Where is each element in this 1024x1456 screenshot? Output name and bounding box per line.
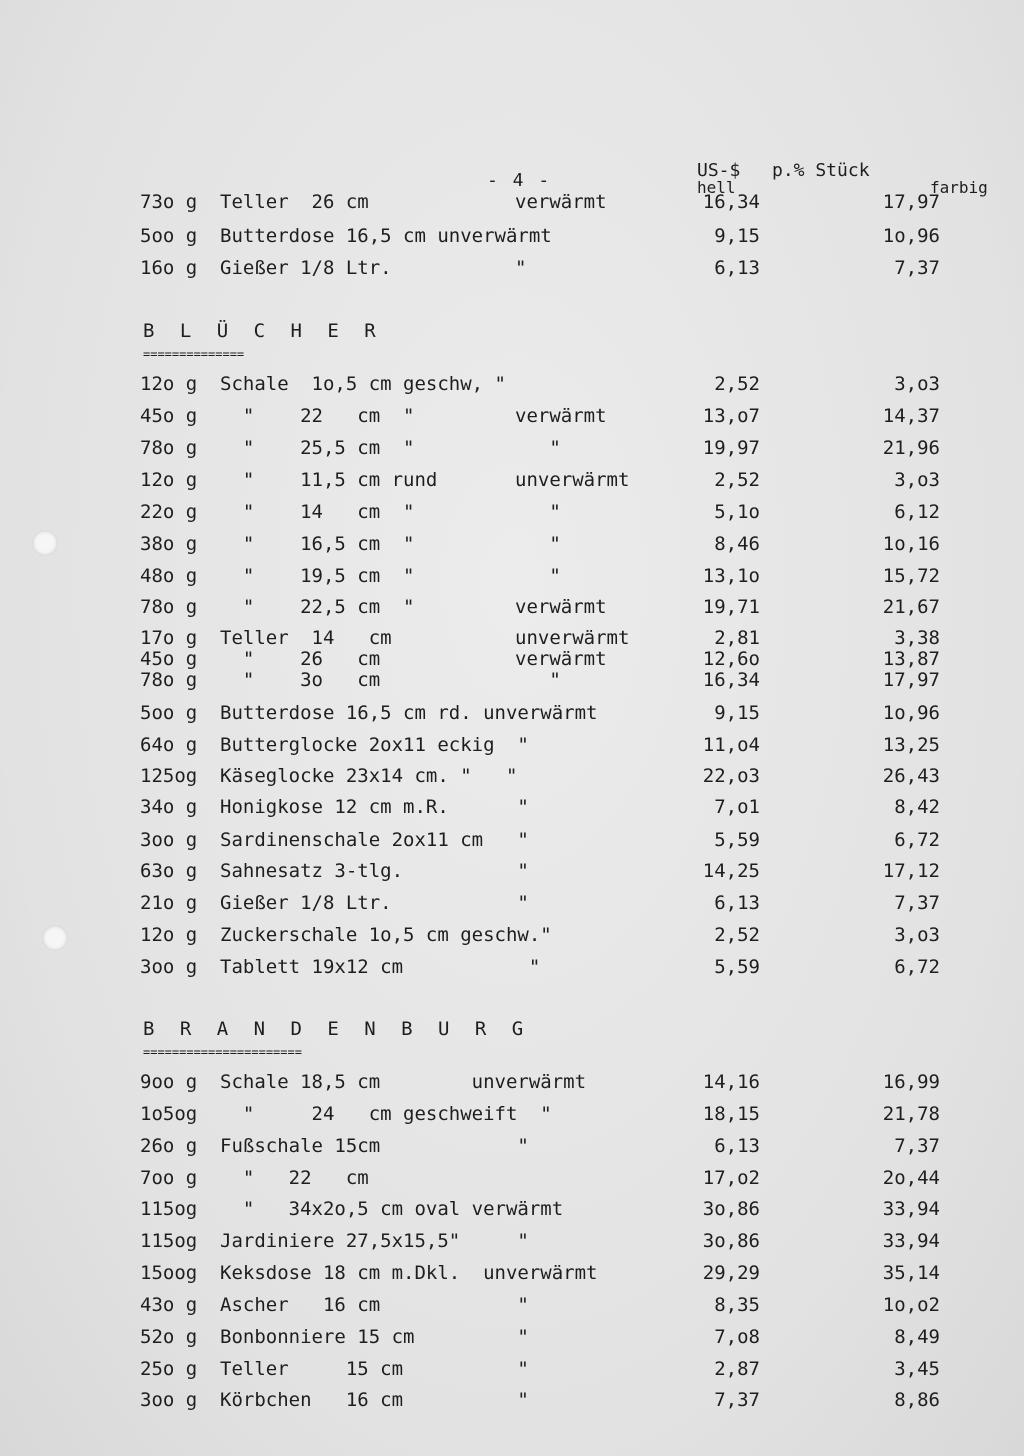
description-cell: " 11,5 cm rund [220,469,438,491]
price-light-cell: 13,o7 [702,405,760,427]
price-light-cell: 8,35 [714,1294,760,1316]
description-cell: Schale 1o,5 cm geschw, " [220,373,506,395]
price-light-cell: 18,15 [702,1103,760,1125]
weight-cell: 15oog [140,1262,198,1284]
price-light-cell: 9,15 [714,225,760,247]
weight-cell: 45o g [140,405,198,427]
price-row [140,792,970,822]
colored-header: farbig [930,178,988,197]
price-light-cell: 6,13 [714,1135,760,1157]
punch-hole [42,925,68,951]
price-colored-cell: 21,78 [882,1103,940,1125]
description-cell: Honigkose 12 cm m.R. " [220,796,529,818]
price-colored-cell: 13,25 [882,734,940,756]
price-row [140,1322,970,1352]
description-cell: Teller 14 cm [220,627,392,649]
price-colored-cell: 1o,16 [882,533,940,555]
page-number: - 4 - [487,170,552,191]
description-cell: " 26 cm [220,648,381,670]
description-cell: Butterglocke 2ox11 eckig " [220,734,529,756]
price-row [140,253,970,283]
description-cell: Gießer 1/8 Ltr. " [220,892,529,914]
price-colored-cell: 17,97 [882,669,940,691]
price-light-cell: 2,52 [714,373,760,395]
description-cell: Bonbonniere 15 cm " [220,1326,529,1348]
price-row [140,730,970,760]
qualifier-cell: verwärmt [515,648,607,670]
description-cell: Teller 26 cm [220,191,369,213]
section-underline: ====================== [143,1046,302,1058]
weight-cell: 78o g [140,437,198,459]
weight-cell: 64o g [140,734,198,756]
price-colored-cell: 3,o3 [894,373,940,395]
price-light-cell: 2,52 [714,924,760,946]
price-light-cell: 16,34 [702,669,760,691]
price-row [140,497,970,527]
qualifier-cell: unverwärmt [515,469,630,491]
price-colored-cell: 21,67 [882,596,940,618]
weight-cell: 12o g [140,924,198,946]
price-row [140,888,970,918]
weight-cell: 63o g [140,860,198,882]
price-light-cell: 3o,86 [702,1198,760,1220]
weight-cell: 25o g [140,1358,198,1380]
weight-cell: 115og [140,1198,198,1220]
price-colored-cell: 8,42 [894,796,940,818]
weight-cell: 38o g [140,533,198,555]
description-cell: Jardiniere 27,5x15,5" " [220,1230,529,1252]
weight-cell: 34o g [140,796,198,818]
weight-cell: 73o g [140,191,198,213]
price-colored-cell: 3,o3 [894,924,940,946]
price-light-cell: 19,71 [702,596,760,618]
price-colored-cell: 15,72 [882,565,940,587]
price-colored-cell: 6,72 [894,956,940,978]
price-row [140,649,970,670]
description-cell: " 25,5 cm " [220,437,415,459]
description-cell: " 22,5 cm " [220,596,415,618]
price-row [140,670,970,691]
price-row [140,1385,970,1415]
price-colored-cell: 7,37 [894,1135,940,1157]
weight-cell: 7oo g [140,1167,198,1189]
price-colored-cell: 33,94 [882,1230,940,1252]
section-underline: ============== [143,348,245,360]
price-colored-cell: 3,45 [894,1358,940,1380]
qualifier-cell: " [515,501,561,523]
description-cell: Zuckerschale 1o,5 cm geschw." [220,924,552,946]
price-colored-cell: 8,49 [894,1326,940,1348]
price-light-cell: 14,16 [702,1071,760,1093]
price-colored-cell: 3,o3 [894,469,940,491]
weight-cell: 45o g [140,648,198,670]
weight-cell: 12o g [140,373,198,395]
weight-cell: 125og [140,765,198,787]
weight-cell: 5oo g [140,702,198,724]
weight-cell: 3oo g [140,956,198,978]
price-colored-cell: 16,99 [882,1071,940,1093]
weight-cell: 21o g [140,892,198,914]
weight-cell: 3oo g [140,1389,198,1411]
per-header: p.% Stück [772,160,870,181]
price-row [140,465,970,495]
price-colored-cell: 35,14 [882,1262,940,1284]
description-cell: " 22 cm [220,1167,369,1189]
weight-cell: 9oo g [140,1071,198,1093]
qualifier-cell: verwärmt [515,191,607,213]
price-light-cell: 13,1o [702,565,760,587]
weight-cell: 115og [140,1230,198,1252]
description-cell: Butterdose 16,5 cm rd. unverwärmt [220,702,598,724]
description-cell: Keksdose 18 cm m.Dkl. unverwärmt [220,1262,598,1284]
price-row [140,1067,970,1097]
weight-cell: 1o5og [140,1103,198,1125]
price-light-cell: 2,87 [714,1358,760,1380]
description-cell: Körbchen 16 cm " [220,1389,529,1411]
price-colored-cell: 6,12 [894,501,940,523]
price-light-cell: 9,15 [714,702,760,724]
price-light-cell: 11,o4 [702,734,760,756]
price-row [140,561,970,591]
price-light-cell: 29,29 [702,1262,760,1284]
price-light-cell: 5,59 [714,829,760,851]
price-row [140,1194,970,1224]
description-cell: " 24 cm geschweift " [220,1103,552,1125]
price-light-cell: 19,97 [702,437,760,459]
punch-hole [32,530,58,556]
price-row [140,369,970,399]
price-row [140,920,970,950]
price-colored-cell: 1o,96 [882,702,940,724]
price-row [140,221,970,251]
price-row [140,952,970,982]
price-light-cell: 14,25 [702,860,760,882]
price-colored-cell: 14,37 [882,405,940,427]
price-colored-cell: 26,43 [882,765,940,787]
price-colored-cell: 7,37 [894,257,940,279]
qualifier-cell: " [515,257,527,279]
price-row [140,1099,970,1129]
price-row [140,856,970,886]
weight-cell: 12o g [140,469,198,491]
weight-cell: 17o g [140,627,198,649]
weight-cell: 26o g [140,1135,198,1157]
description-cell: Fußschale 15cm " [220,1135,529,1157]
price-row [140,529,970,559]
currency-header: US-$ [697,160,741,181]
price-row [140,1290,970,1320]
price-colored-cell: 21,96 [882,437,940,459]
weight-cell: 3oo g [140,829,198,851]
section-title-bluecher: B L Ü C H E R [143,320,383,342]
qualifier-cell: verwärmt [515,596,607,618]
description-cell: Butterdose 16,5 cm unverwärmt [220,225,552,247]
weight-cell: 43o g [140,1294,198,1316]
weight-cell: 52o g [140,1326,198,1348]
description-cell: Ascher 16 cm " [220,1294,529,1316]
section-title-brandenburg: B R A N D E N B U R G [143,1018,531,1040]
description-cell: Schale 18,5 cm unverwärmt [220,1071,587,1093]
price-row [140,825,970,855]
description-cell: Gießer 1/8 Ltr. [220,257,392,279]
price-row [140,592,970,622]
weight-cell: 48o g [140,565,198,587]
description-cell: Tablett 19x12 cm " [220,956,541,978]
description-cell: Käseglocke 23x14 cm. " " [220,765,518,787]
price-light-cell: 5,1o [714,501,760,523]
qualifier-cell: " [515,437,561,459]
price-colored-cell: 33,94 [882,1198,940,1220]
weight-cell: 78o g [140,669,198,691]
description-cell: Sardinenschale 2ox11 cm " [220,829,529,851]
qualifier-cell: " [515,533,561,555]
price-light-cell: 2,52 [714,469,760,491]
price-colored-cell: 3,38 [894,627,940,649]
price-row [140,1226,970,1256]
price-colored-cell: 17,97 [882,191,940,213]
price-colored-cell: 17,12 [882,860,940,882]
description-cell: " 34x2o,5 cm oval verwärmt [220,1198,564,1220]
qualifier-cell: " [515,565,561,587]
price-row [140,1258,970,1288]
price-row [140,401,970,431]
weight-cell: 16o g [140,257,198,279]
price-light-cell: 7,o1 [714,796,760,818]
price-colored-cell: 1o,96 [882,225,940,247]
weight-cell: 22o g [140,501,198,523]
price-colored-cell: 8,86 [894,1389,940,1411]
price-light-cell: 7,o8 [714,1326,760,1348]
qualifier-cell: " [515,669,561,691]
price-light-cell: 17,o2 [702,1167,760,1189]
price-row [140,761,970,791]
price-row [140,433,970,463]
description-cell: Teller 15 cm " [220,1358,529,1380]
light-header: hell [697,178,736,197]
description-cell: " 19,5 cm " [220,565,415,587]
price-light-cell: 3o,86 [702,1230,760,1252]
price-light-cell: 12,6o [702,648,760,670]
price-colored-cell: 6,72 [894,829,940,851]
description-cell: " 22 cm " [220,405,415,427]
price-light-cell: 2,81 [714,627,760,649]
price-row [140,1163,970,1193]
price-row [140,187,970,217]
price-row [140,1131,970,1161]
price-row [140,1354,970,1384]
qualifier-cell: verwärmt [515,405,607,427]
price-row [140,698,970,728]
price-colored-cell: 2o,44 [882,1167,940,1189]
price-light-cell: 6,13 [714,892,760,914]
price-row [140,628,970,649]
price-colored-cell: 13,87 [882,648,940,670]
price-light-cell: 22,o3 [702,765,760,787]
weight-cell: 78o g [140,596,198,618]
description-cell: " 3o cm [220,669,381,691]
price-light-cell: 8,46 [714,533,760,555]
price-colored-cell: 1o,o2 [882,1294,940,1316]
price-light-cell: 16,34 [702,191,760,213]
description-cell: " 16,5 cm " [220,533,415,555]
price-colored-cell: 7,37 [894,892,940,914]
price-light-cell: 6,13 [714,257,760,279]
description-cell: " 14 cm " [220,501,415,523]
description-cell: Sahnesatz 3-tlg. " [220,860,529,882]
qualifier-cell: unverwärmt [515,627,630,649]
weight-cell: 5oo g [140,225,198,247]
price-light-cell: 5,59 [714,956,760,978]
price-light-cell: 7,37 [714,1389,760,1411]
